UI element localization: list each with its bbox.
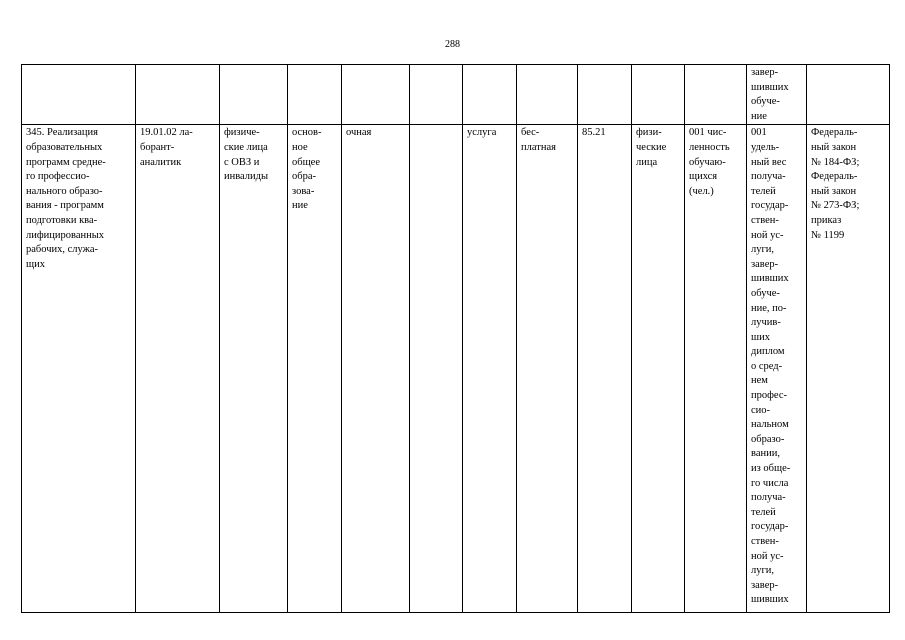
cell-text-line: борант- [140,141,175,153]
cell-text-line: профес- [751,390,788,402]
cell-text-line: нального образо- [26,185,103,197]
cell-text-line: го профессио- [26,171,90,183]
cell-okved-code [578,65,632,125]
cell-text-line: ские лица [224,141,268,153]
cell-text-line: ный вес [751,156,787,168]
cell-text-line: луги, [751,244,775,256]
cell-education-level [288,65,342,125]
cell-text-line: завер- [751,67,779,78]
cell-legal-basis [807,65,890,125]
cell-text-line: щихся [689,171,718,183]
cell-text-line: ленность [689,141,730,153]
cell-text-line: вании, [751,448,780,460]
cell-education-level [288,125,342,613]
cell-text-line: 001 чис- [689,127,727,139]
cell-recipients [632,125,685,613]
cell-text-line: физи- [636,127,662,139]
cell-text-line: шивших [751,273,789,285]
cell-text-line: Федераль- [811,171,858,183]
cell-text-line: ный закон [811,141,857,153]
cell-text-line: бес- [521,127,540,139]
cell-text-line: завер- [751,258,779,270]
cell-service-name [22,65,136,125]
cell-text-line: ние, по- [751,302,787,314]
cell-service-type [463,125,517,613]
cell-text-line: 001 [751,127,767,139]
cell-profession [136,65,220,125]
cell-volume-indicator [685,125,747,613]
cell-text-line: щих [26,258,45,270]
cell-text-line: получа- [751,492,786,504]
cell-empty [410,65,463,125]
cell-text-line: подготовки ква- [26,214,98,226]
table-row-345 [22,125,890,613]
cell-text-line: рабочих, служа- [26,244,99,256]
cell-text-line: физиче- [224,127,260,139]
cell-text-line: Федераль- [811,127,858,139]
cell-service-type [463,65,517,125]
table-row-continuation [22,65,890,125]
cell-text-line: удель- [751,141,780,153]
cell-text-line: ние [751,110,767,122]
cell-text-line: лица [636,156,658,168]
cell-text-line: с ОВЗ и [224,156,260,168]
cell-text-line: основ- [292,127,322,139]
cell-text-line: общее [292,156,320,168]
cell-text-line: инвалиды [224,171,269,183]
cell-profession [136,125,220,613]
cell-text-line: завер- [751,579,779,591]
cell-text-line: образовательных [26,141,103,153]
cell-text-line: ное [292,141,308,153]
cell-text-line: ствен- [751,536,779,547]
cell-text-line: луги, [751,565,775,577]
cell-text-line: телей [751,506,776,518]
cell-text-line: ших [751,331,770,343]
cell-text-line: телей [751,185,776,197]
cell-text-line: ной ус- [751,550,784,562]
cell-text-line: лифицированных [26,229,105,241]
cell-quality-indicator [747,125,807,613]
cell-text-line: го числа [751,477,789,489]
cell-text-line: № 273-ФЗ; [811,200,860,212]
cell-text-line: шивших [751,81,789,93]
cell-form-of-study [342,125,410,613]
cell-text-line: вания - программ [26,200,104,212]
cell-text-line: нальном [751,419,789,431]
cell-text-line: ный закон [811,185,857,197]
cell-text-line: диплом [751,346,785,358]
cell-payment-type [517,65,578,125]
cell-text-line: 85.21 [582,127,606,139]
cell-consumer-category [220,65,288,125]
cell-text-line: образо- [751,433,785,445]
cell-text-line: приказ [811,214,842,226]
cell-text-line: ческие [636,141,667,153]
cell-recipients [632,65,685,125]
cell-text-line: аналитик [140,156,182,168]
cell-text-line: лучив- [751,317,781,329]
services-table [21,64,890,613]
cell-text-line: о сред- [751,360,783,372]
cell-text-line: шивших [751,594,789,606]
page-number: 288 [445,39,460,50]
cell-text-line: обучаю- [689,156,726,168]
cell-form-of-study [342,65,410,125]
cell-text-line: 345. Реализация [26,127,98,139]
cell-volume-indicator [685,65,747,125]
cell-text-line: государ- [751,200,789,212]
cell-text-line: государ- [751,521,789,533]
cell-text-line: ние [292,200,308,212]
cell-text-line: услуга [467,127,497,139]
cell-okved-code [578,125,632,613]
cell-legal-basis [807,125,890,613]
cell-consumer-category [220,125,288,613]
cell-text-line: очная [346,127,372,139]
cell-quality-indicator [747,65,807,125]
cell-text-line: ствен- [751,214,779,226]
cell-text-line: 19.01.02 ла- [140,127,193,139]
cell-text-line: сио- [751,404,771,416]
cell-text-line: ной ус- [751,229,784,241]
cell-payment-type [517,125,578,613]
cell-text-line: обуче- [751,287,780,299]
cell-text-line: получа- [751,171,786,183]
cell-text-line: № 184-ФЗ; [811,156,860,168]
cell-text-line: обра- [292,171,316,183]
cell-text-line: нем [751,375,768,387]
cell-text-line: из обще- [751,463,791,475]
cell-text-line: обуче- [751,96,780,108]
cell-empty [410,125,463,613]
cell-text-line: зова- [292,185,315,197]
cell-text-line: платная [521,141,556,153]
cell-text-line: программ средне- [26,156,106,168]
cell-text-line: (чел.) [689,185,714,197]
cell-text-line: № 1199 [811,229,845,241]
cell-service-name [22,125,136,613]
